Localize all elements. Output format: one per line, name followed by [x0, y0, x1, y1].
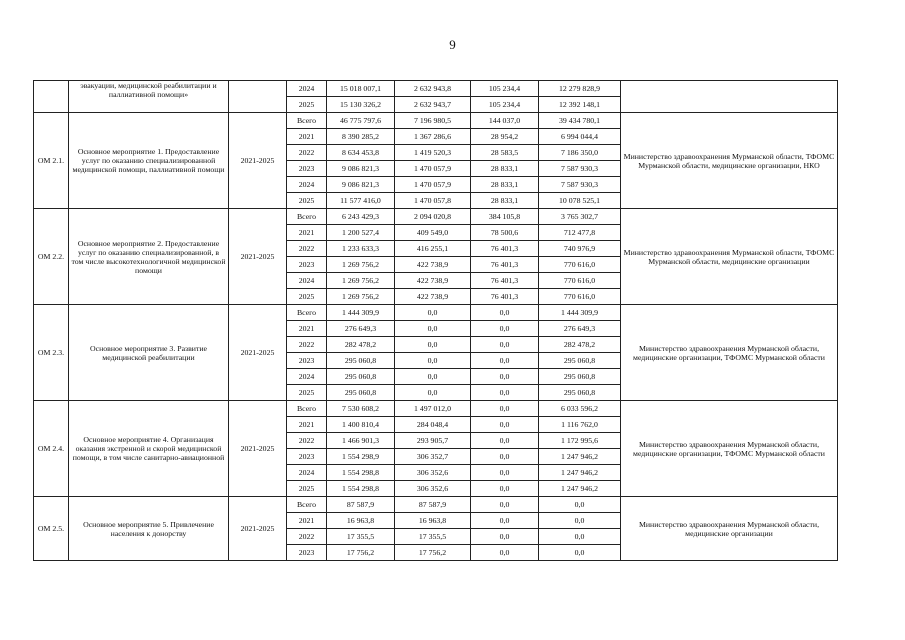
tfoms-value: 3 765 302,7	[539, 209, 621, 225]
tfoms-value: 0,0	[539, 545, 621, 561]
regional-value: 28 833,1	[471, 193, 539, 209]
activity-name: Основное мероприятие 4. Организация оказания экстренной и скорой медицинской помощи, в том числе санитарно-авиационной	[69, 401, 229, 497]
year-cell: 2023	[287, 353, 327, 369]
total-value: 8 390 285,2	[327, 129, 395, 145]
regional-value: 76 401,3	[471, 241, 539, 257]
federal-value: 2 632 943,8	[395, 81, 471, 97]
regional-value: 0,0	[471, 481, 539, 497]
regional-value: 28 954,2	[471, 129, 539, 145]
year-cell: 2021	[287, 321, 327, 337]
activity-code: ОМ 2.5.	[34, 497, 69, 561]
tfoms-value: 770 616,0	[539, 289, 621, 305]
code-cell	[34, 81, 69, 113]
activity-name: Основное мероприятие 3. Развитие медицинской реабилитации	[69, 305, 229, 401]
table-row	[34, 497, 838, 513]
responsible-party: Министерство здравоохранения Мурманской области, медицинские организации	[621, 497, 838, 561]
tfoms-value: 10 078 525,1	[539, 193, 621, 209]
tfoms-value: 12 392 148,1	[539, 97, 621, 113]
activity-name: Основное мероприятие 1. Предоставление услуг по оказанию специализированной медицинской помощи, паллиативной помощи	[69, 113, 229, 209]
total-value: 1 444 309,9	[327, 305, 395, 321]
activity-name: Основное мероприятие 5. Привлечение населения к донорству	[69, 497, 229, 561]
regional-value: 384 105,8	[471, 209, 539, 225]
year-cell: 2024	[287, 465, 327, 481]
activity-period: 2021-2025	[229, 113, 287, 209]
federal-value: 0,0	[395, 385, 471, 401]
table-body	[34, 81, 838, 561]
tfoms-value: 1 247 946,2	[539, 465, 621, 481]
federal-value: 422 738,9	[395, 289, 471, 305]
regional-value: 0,0	[471, 353, 539, 369]
federal-value: 416 255,1	[395, 241, 471, 257]
federal-value: 422 738,9	[395, 257, 471, 273]
year-cell: 2022	[287, 433, 327, 449]
total-value: 6 243 429,3	[327, 209, 395, 225]
tfoms-value: 712 477,8	[539, 225, 621, 241]
carry-over-name: эвакуации, медицинской реабилитации и паллиативной помощи»	[69, 81, 229, 113]
tfoms-value: 6 033 596,2	[539, 401, 621, 417]
year-cell: 2022	[287, 145, 327, 161]
regional-value: 0,0	[471, 305, 539, 321]
total-value: 87 587,9	[327, 497, 395, 513]
year-cell: Всего	[287, 401, 327, 417]
total-value: 16 963,8	[327, 513, 395, 529]
period-cell	[229, 81, 287, 113]
federal-value: 306 352,7	[395, 449, 471, 465]
activity-code: ОМ 2.3.	[34, 305, 69, 401]
regional-value: 0,0	[471, 497, 539, 513]
year-cell: 2025	[287, 481, 327, 497]
federal-value: 0,0	[395, 353, 471, 369]
federal-value: 17 756,2	[395, 545, 471, 561]
activity-code: ОМ 2.2.	[34, 209, 69, 305]
federal-value: 2 632 943,7	[395, 97, 471, 113]
regional-value: 0,0	[471, 433, 539, 449]
regional-value: 0,0	[471, 529, 539, 545]
total-value: 282 478,2	[327, 337, 395, 353]
year-cell: 2022	[287, 529, 327, 545]
total-value: 8 634 453,8	[327, 145, 395, 161]
year-cell: 2023	[287, 161, 327, 177]
federal-value: 422 738,9	[395, 273, 471, 289]
tfoms-value: 1 172 995,6	[539, 433, 621, 449]
regional-value: 0,0	[471, 337, 539, 353]
total-value: 295 060,8	[327, 369, 395, 385]
year-cell: 2024	[287, 81, 327, 97]
activity-period: 2021-2025	[229, 209, 287, 305]
federal-value: 1 367 286,6	[395, 129, 471, 145]
activity-period: 2021-2025	[229, 305, 287, 401]
activity-name: Основное мероприятие 2. Предоставление услуг по оказанию специализированной, в том числе высокотехнологичной медицинской помощи	[69, 209, 229, 305]
tfoms-value: 282 478,2	[539, 337, 621, 353]
regional-value: 105 234,4	[471, 81, 539, 97]
federal-value: 1 470 057,9	[395, 177, 471, 193]
regional-value: 0,0	[471, 417, 539, 433]
regional-value: 0,0	[471, 369, 539, 385]
table-row	[34, 209, 838, 225]
table-row	[34, 305, 838, 321]
responsible-party: Министерство здравоохранения Мурманской области, медицинские организации, ТФОМС Мурманской области	[621, 305, 838, 401]
year-cell: 2024	[287, 177, 327, 193]
tfoms-value: 295 060,8	[539, 385, 621, 401]
regional-value: 0,0	[471, 321, 539, 337]
tfoms-value: 6 994 044,4	[539, 129, 621, 145]
tfoms-value: 0,0	[539, 513, 621, 529]
activity-code: ОМ 2.1.	[34, 113, 69, 209]
year-cell: Всего	[287, 209, 327, 225]
total-value: 11 577 416,0	[327, 193, 395, 209]
regional-value: 76 401,3	[471, 257, 539, 273]
total-value: 1 400 810,4	[327, 417, 395, 433]
federal-value: 87 587,9	[395, 497, 471, 513]
regional-value: 105 234,4	[471, 97, 539, 113]
year-cell: 2025	[287, 193, 327, 209]
total-value: 15 018 007,1	[327, 81, 395, 97]
tfoms-value: 1 247 946,2	[539, 481, 621, 497]
federal-value: 2 094 020,8	[395, 209, 471, 225]
table-row	[34, 113, 838, 129]
federal-value: 1 470 057,8	[395, 193, 471, 209]
year-cell: 2023	[287, 257, 327, 273]
tfoms-value: 0,0	[539, 497, 621, 513]
federal-value: 7 196 980,5	[395, 113, 471, 129]
total-value: 9 086 821,3	[327, 177, 395, 193]
tfoms-value: 0,0	[539, 529, 621, 545]
federal-value: 1 470 057,9	[395, 161, 471, 177]
total-value: 1 554 298,9	[327, 449, 395, 465]
total-value: 1 233 633,3	[327, 241, 395, 257]
tfoms-value: 7 587 930,3	[539, 177, 621, 193]
total-value: 1 269 756,2	[327, 273, 395, 289]
year-cell: Всего	[287, 305, 327, 321]
regional-value: 78 500,6	[471, 225, 539, 241]
year-cell: 2022	[287, 337, 327, 353]
regional-value: 0,0	[471, 545, 539, 561]
tfoms-value: 7 587 930,3	[539, 161, 621, 177]
tfoms-value: 1 247 946,2	[539, 449, 621, 465]
total-value: 1 200 527,4	[327, 225, 395, 241]
responsible-party: Министерство здравоохранения Мурманской области, медицинские организации, ТФОМС Мурманской области	[621, 401, 838, 497]
year-cell: 2024	[287, 273, 327, 289]
total-value: 9 086 821,3	[327, 161, 395, 177]
federal-value: 0,0	[395, 369, 471, 385]
regional-value: 28 833,1	[471, 177, 539, 193]
federal-value: 306 352,6	[395, 465, 471, 481]
table-row	[34, 81, 838, 97]
year-cell: 2023	[287, 449, 327, 465]
federal-value: 0,0	[395, 321, 471, 337]
regional-value: 0,0	[471, 449, 539, 465]
federal-value: 0,0	[395, 337, 471, 353]
total-value: 7 530 608,2	[327, 401, 395, 417]
regional-value: 76 401,3	[471, 289, 539, 305]
total-value: 17 756,2	[327, 545, 395, 561]
year-cell: 2021	[287, 129, 327, 145]
responsible-party: Министерство здравоохранения Мурманской области, ТФОМС Мурманской области, медицинские организации	[621, 209, 838, 305]
tfoms-value: 1 444 309,9	[539, 305, 621, 321]
year-cell: 2025	[287, 385, 327, 401]
regional-value: 0,0	[471, 401, 539, 417]
tfoms-value: 7 186 350,0	[539, 145, 621, 161]
year-cell: 2023	[287, 545, 327, 561]
responsible-cell	[621, 81, 838, 113]
year-cell: 2021	[287, 513, 327, 529]
federal-value: 1 419 520,3	[395, 145, 471, 161]
page-number: 9	[449, 37, 456, 52]
total-value: 295 060,8	[327, 385, 395, 401]
year-cell: 2022	[287, 241, 327, 257]
activity-code: ОМ 2.4.	[34, 401, 69, 497]
budget-table	[33, 80, 838, 561]
federal-value: 293 905,7	[395, 433, 471, 449]
total-value: 46 775 797,6	[327, 113, 395, 129]
tfoms-value: 1 116 762,0	[539, 417, 621, 433]
year-cell: Всего	[287, 113, 327, 129]
activity-period: 2021-2025	[229, 497, 287, 561]
tfoms-value: 39 434 780,1	[539, 113, 621, 129]
year-cell: 2021	[287, 417, 327, 433]
total-value: 1 554 298,8	[327, 481, 395, 497]
total-value: 17 355,5	[327, 529, 395, 545]
federal-value: 306 352,6	[395, 481, 471, 497]
federal-value: 409 549,0	[395, 225, 471, 241]
regional-value: 0,0	[471, 513, 539, 529]
regional-value: 76 401,3	[471, 273, 539, 289]
tfoms-value: 295 060,8	[539, 369, 621, 385]
total-value: 1 554 298,8	[327, 465, 395, 481]
tfoms-value: 295 060,8	[539, 353, 621, 369]
regional-value: 0,0	[471, 465, 539, 481]
total-value: 276 649,3	[327, 321, 395, 337]
year-cell: 2025	[287, 97, 327, 113]
regional-value: 0,0	[471, 385, 539, 401]
regional-value: 144 037,0	[471, 113, 539, 129]
total-value: 295 060,8	[327, 353, 395, 369]
activity-period: 2021-2025	[229, 401, 287, 497]
regional-value: 28 833,1	[471, 161, 539, 177]
year-cell: 2024	[287, 369, 327, 385]
total-value: 1 269 756,2	[327, 257, 395, 273]
year-cell: 2021	[287, 225, 327, 241]
tfoms-value: 770 616,0	[539, 273, 621, 289]
tfoms-value: 770 616,0	[539, 257, 621, 273]
total-value: 15 130 326,2	[327, 97, 395, 113]
federal-value: 16 963,8	[395, 513, 471, 529]
year-cell: 2025	[287, 289, 327, 305]
responsible-party: Министерство здравоохранения Мурманской области, ТФОМС Мурманской области, медицинские организации, НКО	[621, 113, 838, 209]
regional-value: 28 583,5	[471, 145, 539, 161]
total-value: 1 269 756,2	[327, 289, 395, 305]
tfoms-value: 12 279 828,9	[539, 81, 621, 97]
tfoms-value: 740 976,9	[539, 241, 621, 257]
federal-value: 284 048,4	[395, 417, 471, 433]
federal-value: 1 497 012,0	[395, 401, 471, 417]
federal-value: 17 355,5	[395, 529, 471, 545]
total-value: 1 466 901,3	[327, 433, 395, 449]
federal-value: 0,0	[395, 305, 471, 321]
table-row	[34, 401, 838, 417]
year-cell: Всего	[287, 497, 327, 513]
tfoms-value: 276 649,3	[539, 321, 621, 337]
